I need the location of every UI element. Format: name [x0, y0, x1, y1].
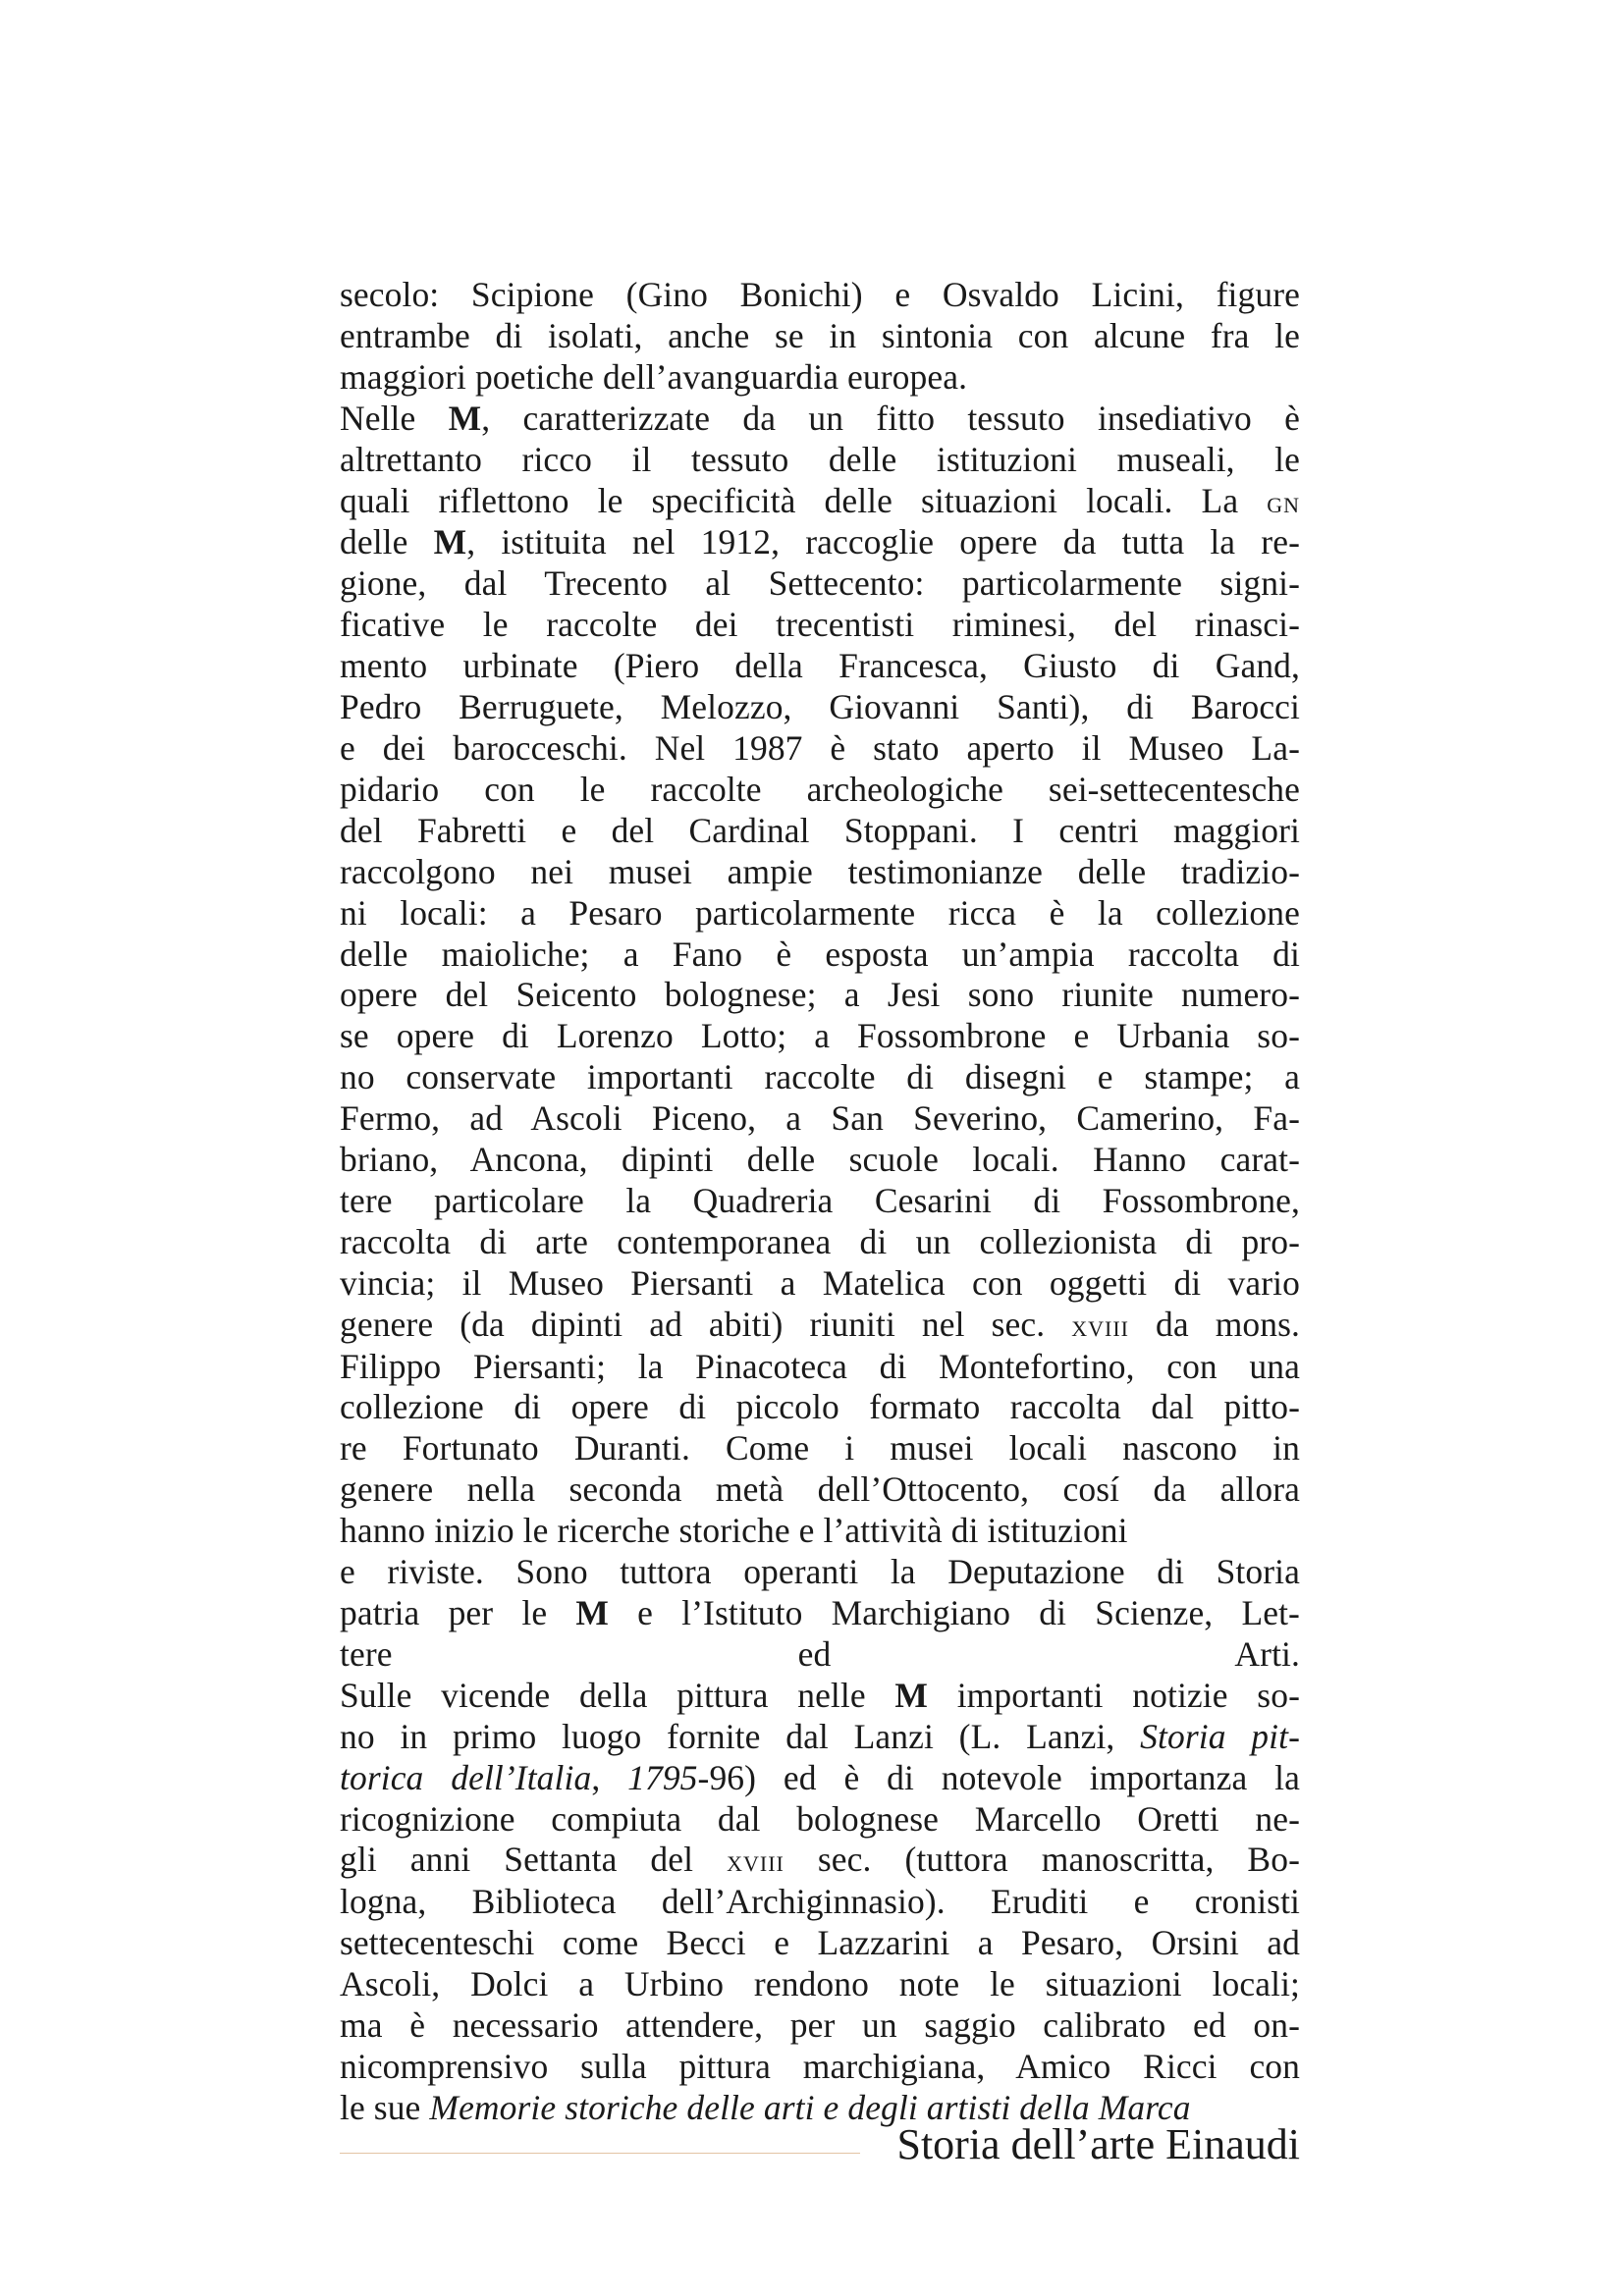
text-line — [340, 646, 1300, 687]
text-run-bold: M — [894, 1675, 929, 1715]
text-run: tere particolare la Quadreria Cesarini di Fossombrone, — [340, 1180, 1300, 1220]
text-run: nicomprensivo sulla pittura marchigiana, Amico Ricci con — [340, 2046, 1300, 2086]
text-line — [340, 1222, 1300, 1263]
text-line — [340, 1964, 1300, 2005]
text-line — [340, 1634, 1300, 1676]
text-line — [340, 1511, 1300, 1552]
text-line — [340, 1305, 1300, 1347]
text-line — [340, 687, 1300, 728]
text-line — [340, 1758, 1300, 1799]
text-run: logna, Biblioteca dell’Archiginnasio). Eruditi e cronisti — [340, 1882, 1300, 1922]
text-line — [340, 605, 1300, 646]
text-run: patria per le — [340, 1593, 576, 1632]
text-line — [340, 1140, 1300, 1181]
text-run-smallcaps: xviii — [727, 1843, 784, 1879]
text-run: entrambe di isolati, anche se in sintonia con alcune fra le — [340, 315, 1300, 355]
text-line — [340, 1717, 1300, 1758]
text-run: Pedro Berruguete, Melozzo, Giovanni Santi), di Barocci — [340, 687, 1300, 727]
text-run: e dei barocceschi. Nel 1987 è stato aperto il Museo La- — [340, 727, 1300, 768]
text-run: importanti notizie so- — [928, 1675, 1300, 1715]
text-line — [340, 1347, 1300, 1388]
text-line — [340, 1428, 1300, 1469]
text-line — [340, 728, 1300, 770]
text-run: tere ed Arti. — [340, 1633, 1300, 1674]
text-line — [340, 852, 1300, 893]
text-run: Fermo, ad Ascoli Piceno, a San Severino, Camerino, Fa- — [340, 1098, 1300, 1139]
text-run: raccolta di arte contemporanea di un collezionista di pro- — [340, 1221, 1300, 1261]
text-run-ital: 1795 — [627, 1757, 698, 1797]
text-run: se opere di Lorenzo Lotto; a Fossombrone e Urbania so- — [340, 1016, 1300, 1056]
paragraph — [340, 1676, 1300, 2129]
text-run: ma è necessario attendere, per un saggio calibrato ed on- — [340, 2005, 1300, 2046]
text-line — [340, 563, 1300, 605]
paragraph — [340, 275, 1300, 399]
text-run: ricognizione compiuta dal bolognese Marcello Oretti ne- — [340, 1798, 1300, 1839]
text-run: genere nella seconda metà dell’Ottocento, cosí da allora — [340, 1469, 1300, 1510]
text-run: altrettanto ricco il tessuto delle istituzioni museali, le — [340, 439, 1300, 479]
text-run-ital: Memorie storiche delle arti e degli artisti della Marca — [429, 2087, 1191, 2127]
text-line — [340, 1181, 1300, 1222]
text-run: ni locali: a Pesaro particolarmente ricca è la collezione — [340, 892, 1300, 933]
text-line — [340, 275, 1300, 316]
footer-rule — [340, 2153, 860, 2154]
text-run-ital: Storia pit- — [1140, 1716, 1300, 1756]
text-run: , caratterizzate da un fitto tessuto insediativo è — [481, 398, 1300, 438]
text-run: settecenteschi come Becci e Lazzarini a Pesaro, Orsini ad — [340, 1923, 1300, 1963]
text-run: opere del Seicento bolognese; a Jesi sono riunite numero- — [340, 975, 1300, 1015]
text-run-bold: M — [575, 1593, 609, 1632]
text-line — [340, 975, 1300, 1016]
text-run: del Fabretti e del Cardinal Stoppani. I centri maggiori — [340, 810, 1300, 850]
text-line — [340, 1923, 1300, 1964]
text-line — [340, 1882, 1300, 1923]
text-line — [340, 1593, 1300, 1634]
text-run: Filippo Piersanti; la Pinacoteca di Montefortino, con una — [340, 1346, 1300, 1386]
text-run: hanno inizio le ricerche storiche e l’attività di istituzioni — [340, 1511, 1128, 1551]
text-line — [340, 1057, 1300, 1098]
text-line — [340, 481, 1300, 523]
text-run: Nelle — [340, 398, 449, 438]
text-line — [340, 399, 1300, 440]
text-run: vincia; il Museo Piersanti a Matelica con oggetti di vario — [340, 1262, 1300, 1303]
text-run-smallcaps: xviii — [1071, 1308, 1129, 1343]
text-run: raccolgono nei musei ampie testimonianze delle tradizio- — [340, 851, 1300, 891]
text-run-bold: M — [448, 398, 482, 438]
text-run-bold: M — [433, 522, 467, 562]
text-run: pidario con le raccolte archeologiche sei-settecentesche — [340, 769, 1300, 809]
text-line — [340, 1263, 1300, 1305]
text-run: Sulle vicende della pittura nelle — [340, 1675, 895, 1715]
text-line — [340, 1799, 1300, 1841]
text-run: Ascoli, Dolci a Urbino rendono note le situazioni locali; — [340, 1964, 1300, 2004]
text-run: delle — [340, 522, 434, 562]
text-line — [340, 1387, 1300, 1428]
text-run: gli anni Settanta del — [340, 1840, 728, 1880]
text-run: quali riflettono le specificità delle situazioni locali. La — [340, 480, 1268, 520]
text-run: da mons. — [1128, 1304, 1300, 1344]
text-line — [340, 440, 1300, 481]
text-line — [340, 1552, 1300, 1593]
text-run: e riviste. Sono tuttora operanti la Deputazione di Storia — [340, 1552, 1300, 1592]
footer-title: Storia dell’arte Einaudi — [896, 2120, 1300, 2168]
text-run: no conservate importanti raccolte di disegni e stampe; a — [340, 1057, 1300, 1097]
text-line — [340, 2047, 1300, 2088]
text-run: ficative le raccolte dei trecentisti riminesi, del rinasci- — [340, 605, 1300, 645]
text-run: le sue — [340, 2087, 430, 2127]
text-line — [340, 316, 1300, 357]
body-text — [340, 275, 1300, 2129]
text-run: -96) ed è di notevole importanza la — [697, 1757, 1300, 1797]
paragraph — [340, 399, 1300, 1676]
text-line — [340, 357, 1300, 399]
text-run: , istituita nel 1912, raccoglie opere da tutta la re- — [466, 522, 1300, 562]
text-run: genere (da dipinti ad abiti) riuniti nel sec. — [340, 1304, 1072, 1344]
text-line — [340, 1840, 1300, 1882]
text-run: briano, Ancona, dipinti delle scuole locali. Hanno carat- — [340, 1140, 1300, 1180]
text-run: sec. (tuttora manoscritta, Bo- — [784, 1840, 1300, 1880]
text-run: collezione di opere di piccolo formato raccolta dal pitto- — [340, 1387, 1300, 1427]
text-run: no in primo luogo fornite dal Lanzi (L. Lanzi, — [340, 1716, 1141, 1756]
text-run-ital: torica dell’Italia — [340, 1757, 592, 1797]
text-line — [340, 1098, 1300, 1140]
text-line — [340, 522, 1300, 563]
text-line — [340, 770, 1300, 811]
text-run: e l’Istituto Marchigiano di Scienze, Let- — [608, 1593, 1300, 1632]
text-run: , — [591, 1757, 628, 1797]
text-run: re Fortunato Duranti. Come i musei locali nascono in — [340, 1428, 1300, 1468]
text-run: mento urbinate (Piero della Francesca, Giusto di Gand, — [340, 646, 1300, 686]
text-line — [340, 1676, 1300, 1717]
text-line — [340, 1469, 1300, 1511]
text-line — [340, 2005, 1300, 2047]
footer — [340, 2120, 1300, 2169]
text-run: delle maioliche; a Fano è esposta un’ampia raccolta di — [340, 934, 1300, 974]
text-line — [340, 1016, 1300, 1057]
text-run: maggiori poetiche dell’avanguardia europea. — [340, 356, 968, 397]
text-line — [340, 811, 1300, 852]
text-line — [340, 893, 1300, 934]
text-run: secolo: Scipione (Gino Bonichi) e Osvaldo Licini, figure — [340, 275, 1300, 314]
text-run: gione, dal Trecento al Settecento: particolarmente signi- — [340, 563, 1300, 604]
text-line — [340, 934, 1300, 976]
text-run-smallcaps: gn — [1267, 484, 1300, 519]
